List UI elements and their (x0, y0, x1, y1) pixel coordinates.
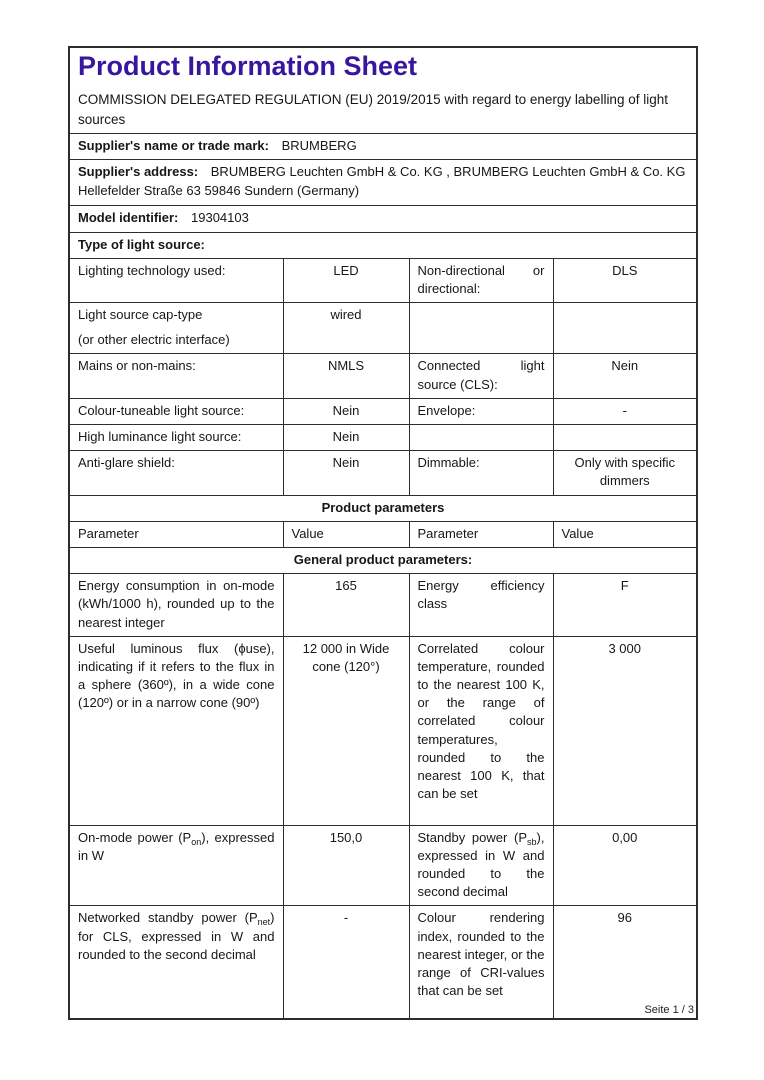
page-title: Product Information Sheet (78, 51, 418, 81)
param-label-text: ), expressed in W (78, 829, 275, 863)
param-value: Nein (553, 354, 697, 398)
param-label: Envelope: (409, 398, 553, 424)
param-label-text: Networked standby power (P (78, 910, 258, 926)
param-label: Correlated colour temperature, rounded to the nearest 100 K, or the range of correlated colour temperatures, rounded to the nearest 100 K, that can be set (409, 636, 553, 825)
param-label (69, 825, 283, 906)
table-row (69, 574, 697, 637)
supplier-name-label: Supplier's name or trade mark: (78, 138, 269, 154)
section-header-row (69, 547, 697, 573)
param-value: 0,00 (553, 825, 697, 906)
cap-type-line1: Light source cap-type (78, 307, 203, 323)
product-information-table (68, 46, 698, 1020)
column-header: Value (283, 521, 409, 547)
param-value: 96 (553, 906, 697, 1020)
param-value: 150,0 (283, 825, 409, 906)
column-header: Parameter (69, 521, 283, 547)
param-label-subscript: on (191, 836, 202, 847)
param-label: Colour-tuneable light source: (69, 398, 283, 424)
supplier-name-value: BRUMBERG (281, 138, 357, 154)
table-row (69, 451, 697, 495)
type-of-light-source-row (69, 232, 697, 258)
param-value: Nein (283, 451, 409, 495)
param-label: High luminance light source: (69, 425, 283, 451)
param-label-text: On-mode power (P (78, 829, 192, 845)
param-value: LED (283, 258, 409, 302)
model-identifier-value: 19304103 (191, 210, 249, 226)
page-number: Seite 1 / 3 (644, 1004, 694, 1016)
table-row (69, 636, 697, 825)
param-label (409, 825, 553, 906)
param-value: 12 000 in Wide cone (120°) (283, 636, 409, 825)
general-parameters-heading: General product parameters: (69, 547, 697, 573)
param-label: Energy consumption in on-mode (kWh/1000 h), rounded up to the nearest integer (69, 574, 283, 637)
section-header-row (69, 495, 697, 521)
param-label: Connected light source (CLS): (409, 354, 553, 398)
param-label-subscript: sb (527, 836, 537, 847)
param-value: - (553, 398, 697, 424)
table-row (69, 258, 697, 302)
param-value: wired (283, 303, 409, 354)
param-label (409, 303, 553, 354)
model-identifier-label: Model identifier: (78, 210, 179, 226)
param-label-text: ), expressed in W and rounded to the second decimal (417, 829, 545, 900)
param-value: 165 (283, 574, 409, 637)
param-label-text: ) for CLS, expressed in W and rounded to the second decimal (78, 910, 275, 962)
param-label: Lighting technology used: (69, 258, 283, 302)
param-label (69, 303, 283, 354)
model-identifier-row (69, 206, 697, 232)
supplier-address-label: Supplier's address: (78, 164, 199, 180)
param-label: Dimmable: (409, 451, 553, 495)
column-header: Parameter (409, 521, 553, 547)
type-of-light-source-label: Type of light source: (78, 236, 205, 252)
param-value (553, 303, 697, 354)
param-label (409, 425, 553, 451)
table-row (69, 354, 697, 398)
param-value: Nein (283, 398, 409, 424)
param-label: Colour rendering index, rounded to the nearest integer, or the range of CRI-values that can be set (409, 906, 553, 1020)
param-label: Useful luminous flux (ϕuse), indicating if it refers to the flux in a sphere (360º), in a wide cone (120º) or in a narrow cone (90º) (69, 636, 283, 825)
param-label (69, 906, 283, 1020)
column-header: Value (553, 521, 697, 547)
product-parameters-heading: Product parameters (69, 495, 697, 521)
param-label: Non-directional or directional: (409, 258, 553, 302)
param-value: Nein (283, 425, 409, 451)
cap-type-line2: (or other electric interface) (78, 332, 230, 348)
table-row (69, 303, 697, 354)
title-row (69, 47, 697, 134)
param-value: F (553, 574, 697, 637)
param-value: - (283, 906, 409, 1020)
table-row (69, 425, 697, 451)
param-label: Anti-glare shield: (69, 451, 283, 495)
regulation-subtitle: COMMISSION DELEGATED REGULATION (EU) 2019/2015 with regard to energy labelling of light sources (78, 92, 668, 127)
supplier-address-value: BRUMBERG Leuchten GmbH & Co. KG , BRUMBERG Leuchten GmbH & Co. KG Hellefelder Straße 63 59846 Sundern (Germany) (78, 164, 686, 198)
param-value: DLS (553, 258, 697, 302)
table-row (69, 398, 697, 424)
param-value (553, 425, 697, 451)
param-value: Only with specific dimmers (553, 451, 697, 495)
table-row (69, 825, 697, 906)
param-value: NMLS (283, 354, 409, 398)
supplier-address-row (69, 160, 697, 206)
table-row (69, 906, 697, 1020)
column-header-row (69, 521, 697, 547)
param-label-text: Standby power (P (417, 829, 528, 845)
param-label-subscript: net (257, 917, 271, 928)
param-label: Mains or non-mains: (69, 354, 283, 398)
supplier-name-row (69, 134, 697, 160)
param-label: Energy efficiency class (409, 574, 553, 637)
param-value: 3 000 (553, 636, 697, 825)
